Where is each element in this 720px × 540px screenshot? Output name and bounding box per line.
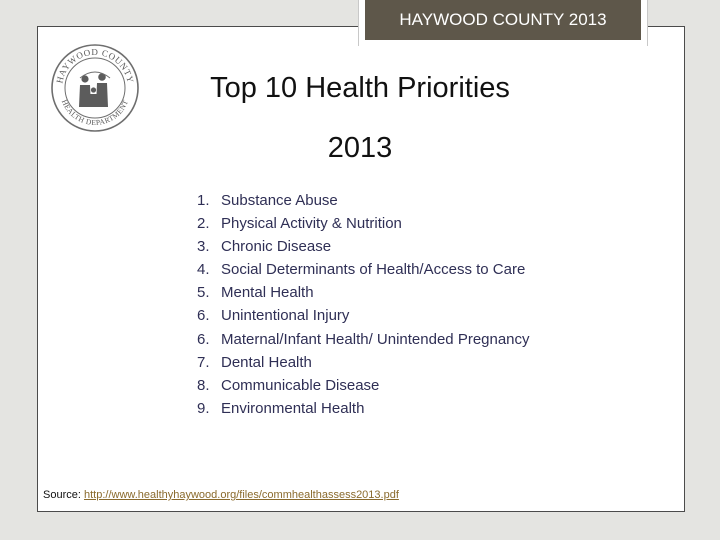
list-label: Substance Abuse — [221, 192, 338, 209]
list-label: Communicable Disease — [221, 376, 380, 394]
list-number: 2. — [197, 215, 210, 233]
list-label: Dental Health — [221, 353, 312, 371]
priority-list — [197, 189, 530, 420]
list-number: 6. — [197, 307, 210, 325]
page-title: Top 10 Health Priorities — [210, 72, 510, 104]
list-label: Unintentional Injury — [221, 307, 350, 325]
county-seal-logo — [50, 43, 140, 133]
list-label: Social Determinants of Health/Access to Care — [221, 261, 526, 279]
list-label: Maternal/Infant Health/ Unintended Pregnancy — [221, 330, 530, 348]
list-number: 7. — [197, 353, 210, 371]
source-link[interactable]: http://www.healthyhaywood.org/files/commhealthassess2013.pdf — [83, 489, 399, 501]
source-citation — [43, 489, 399, 501]
list-number: 9. — [197, 399, 210, 417]
list-item — [197, 397, 530, 420]
list-number: 8. — [197, 376, 210, 394]
page-subtitle-year: 2013 — [327, 132, 393, 164]
list-label: Mental Health — [221, 284, 314, 302]
list-number: 6. — [197, 330, 210, 348]
list-item — [197, 189, 530, 212]
list-item — [197, 304, 530, 327]
list-label: Environmental Health — [221, 399, 365, 417]
list-label: Physical Activity & Nutrition — [221, 215, 402, 233]
list-item — [197, 235, 530, 258]
source-label: Source: — [43, 489, 81, 501]
list-item — [197, 212, 530, 235]
list-number: 1. — [197, 192, 210, 209]
header-title: HAYWOOD COUNTY 2013 — [365, 0, 641, 40]
list-number: 3. — [197, 238, 210, 256]
list-item — [197, 374, 530, 397]
list-number: 5. — [197, 284, 210, 302]
list-number: 4. — [197, 261, 210, 279]
list-item — [197, 281, 530, 304]
seal-text-top: HAYWOOD COUNTY — [54, 46, 136, 85]
list-label: Chronic Disease — [221, 238, 332, 256]
header-tab — [358, 0, 648, 46]
list-item — [197, 258, 530, 281]
list-item — [197, 351, 530, 374]
list-item — [197, 328, 530, 351]
seal-text-bottom: HEALTH DEPARTMENT — [59, 98, 131, 128]
